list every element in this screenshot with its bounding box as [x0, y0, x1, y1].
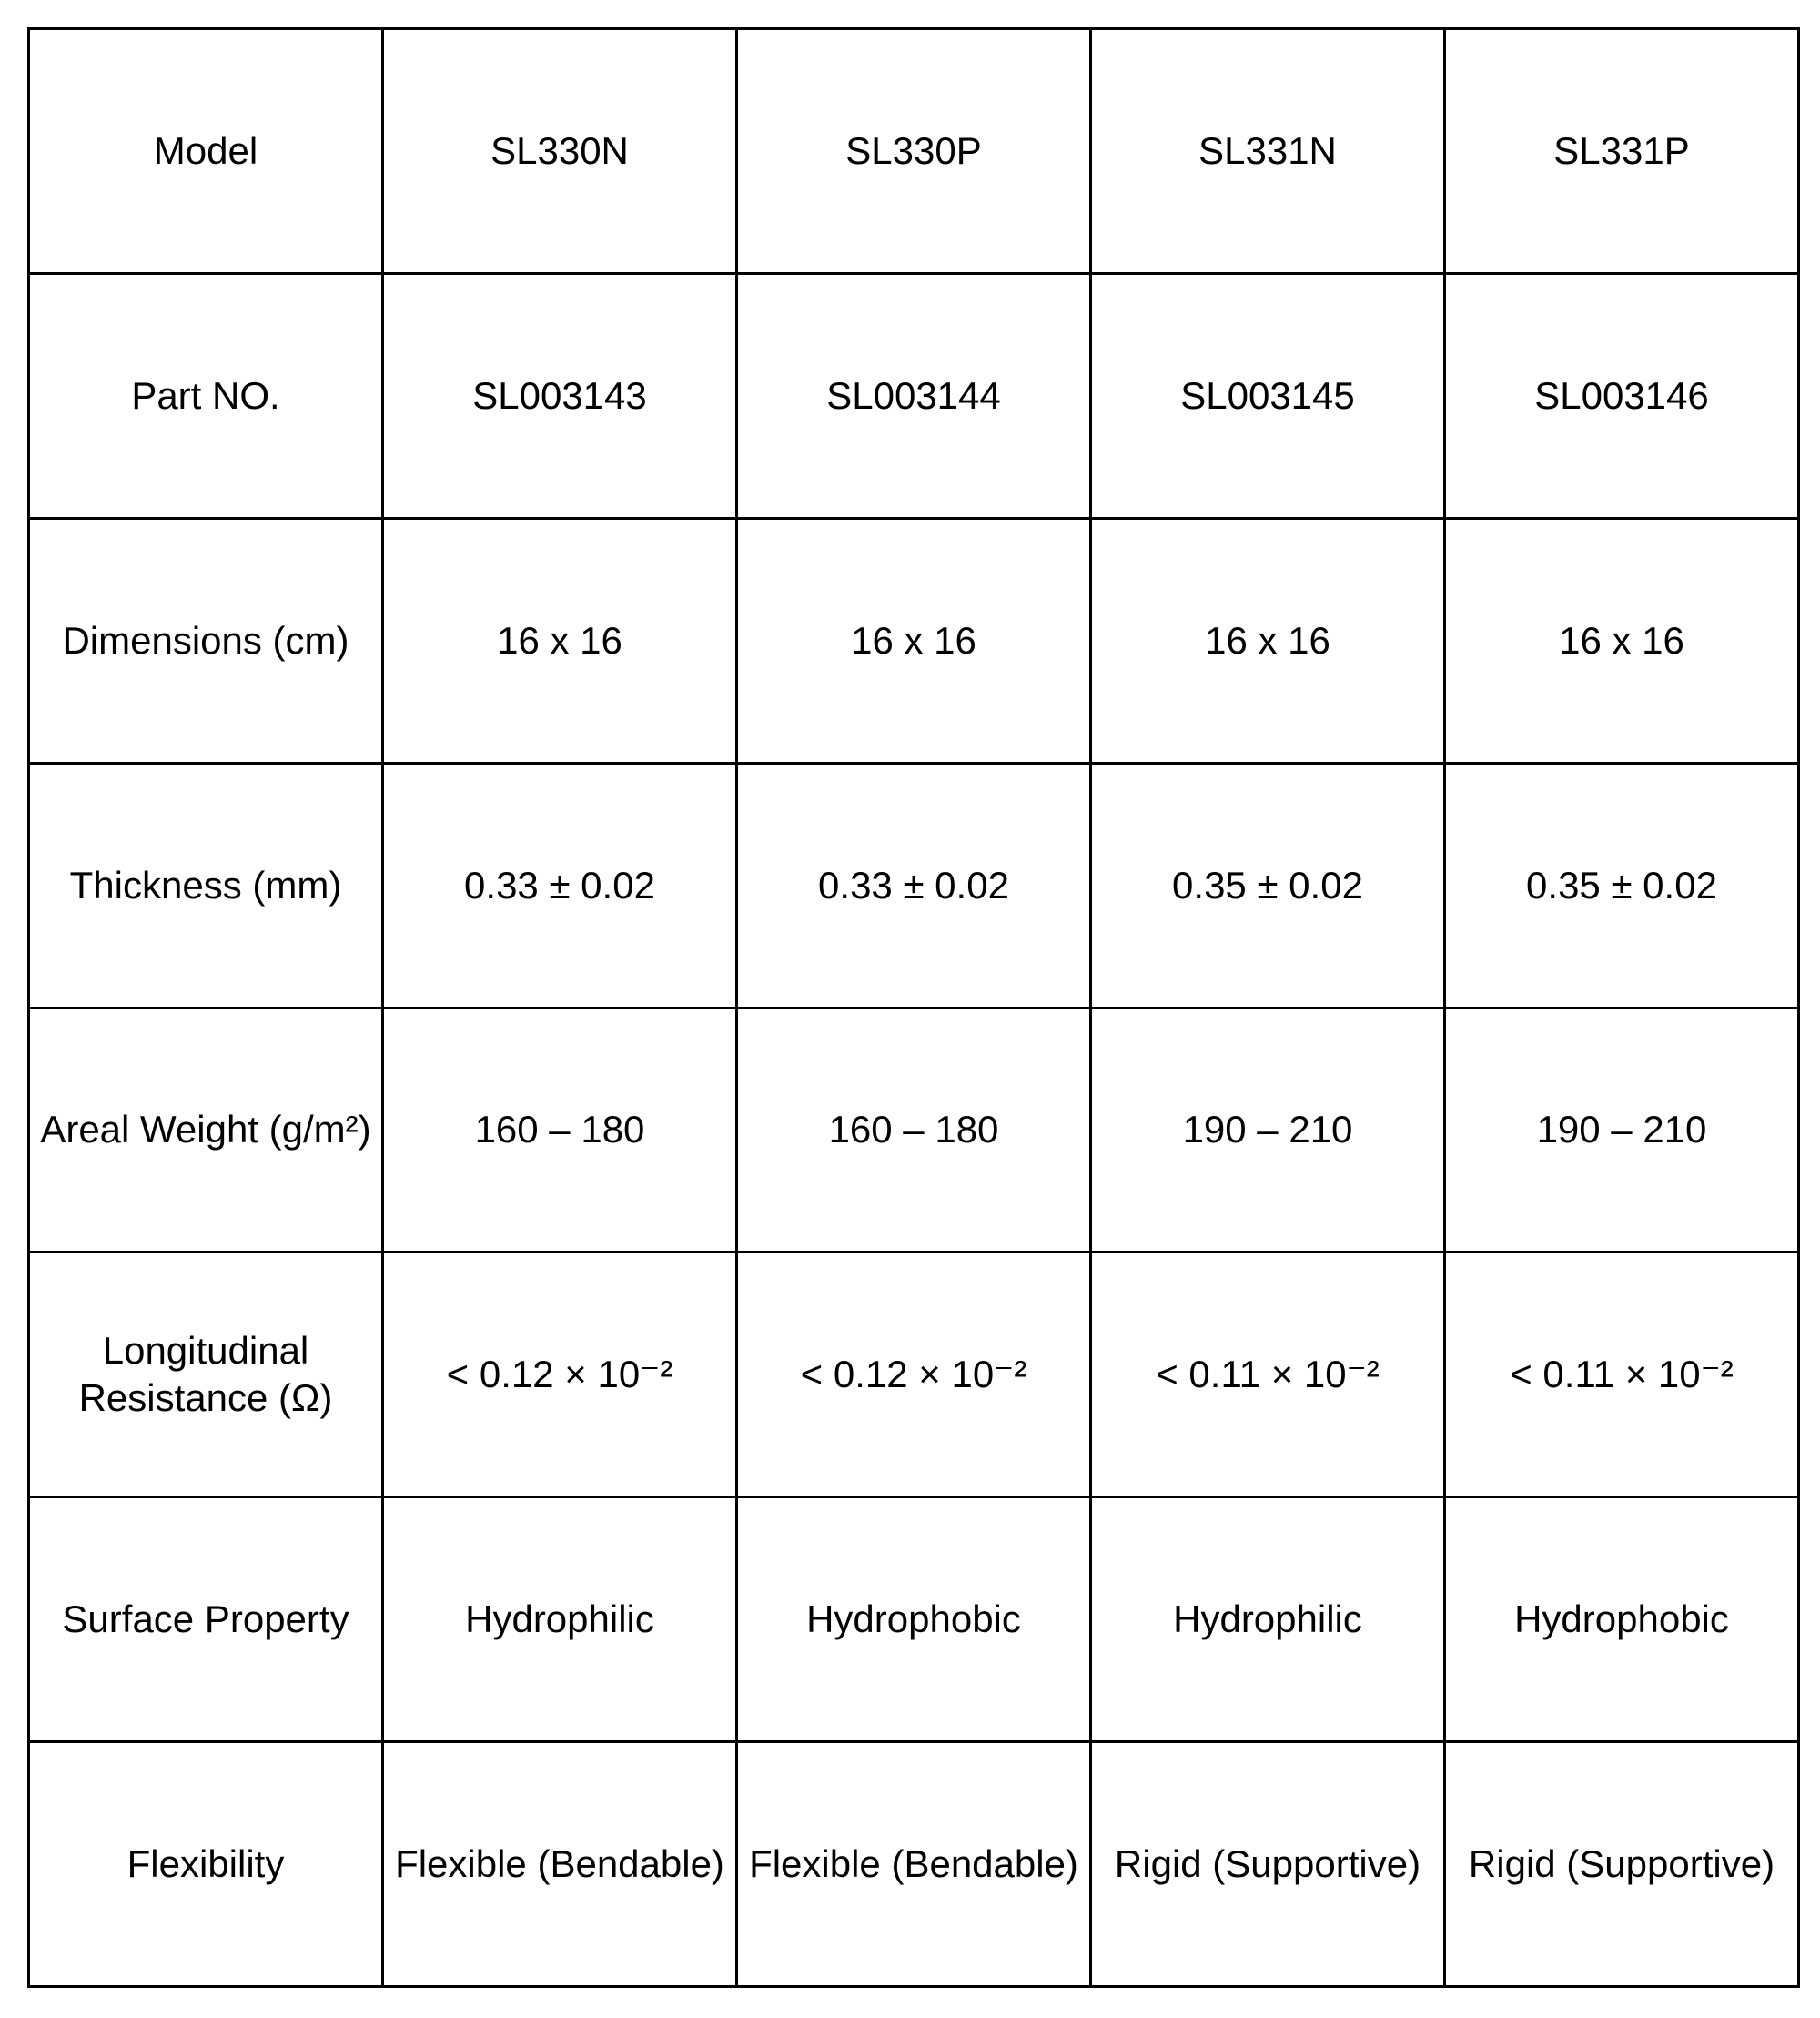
table-row-part-no [29, 273, 1799, 518]
table-cell: Flexible (Bendable) [383, 1742, 737, 1987]
table-row-areal-weight [29, 1008, 1799, 1252]
table-cell: < 0.12 × 10⁻² [383, 1252, 737, 1497]
table-cell: Hydrophobic [737, 1497, 1091, 1742]
table-cell: SL003145 [1091, 273, 1445, 518]
table-cell: SL331P [1445, 29, 1799, 274]
table-row-model [29, 29, 1799, 274]
table-cell: 0.33 ± 0.02 [737, 763, 1091, 1008]
table-cell: 0.33 ± 0.02 [383, 763, 737, 1008]
table-cell: < 0.12 × 10⁻² [737, 1252, 1091, 1497]
row-label-dimensions: Dimensions (cm) [29, 518, 383, 763]
row-label-part-no: Part NO. [29, 273, 383, 518]
table-cell: < 0.11 × 10⁻² [1091, 1252, 1445, 1497]
table-cell: 160 – 180 [383, 1008, 737, 1252]
spec-table [27, 27, 1800, 1988]
table-cell: 0.35 ± 0.02 [1091, 763, 1445, 1008]
table-cell: 16 x 16 [1091, 518, 1445, 763]
table-cell: Hydrophobic [1445, 1497, 1799, 1742]
table-cell: Hydrophilic [383, 1497, 737, 1742]
table-row-surface-property [29, 1497, 1799, 1742]
table-cell: Rigid (Supportive) [1091, 1742, 1445, 1987]
row-label-areal-weight: Areal Weight (g/m²) [29, 1008, 383, 1252]
table-cell: 16 x 16 [737, 518, 1091, 763]
table-cell: SL330P [737, 29, 1091, 274]
table-row-thickness [29, 763, 1799, 1008]
row-label-resistance: Longitudinal Resistance (Ω) [29, 1252, 383, 1497]
table-cell: 16 x 16 [1445, 518, 1799, 763]
table-cell: 0.35 ± 0.02 [1445, 763, 1799, 1008]
table-row-dimensions [29, 518, 1799, 763]
table-cell: SL330N [383, 29, 737, 274]
table-cell: 190 – 210 [1091, 1008, 1445, 1252]
table-cell: Flexible (Bendable) [737, 1742, 1091, 1987]
table-cell: SL331N [1091, 29, 1445, 274]
table-cell: Hydrophilic [1091, 1497, 1445, 1742]
table-cell: SL003146 [1445, 273, 1799, 518]
row-label-thickness: Thickness (mm) [29, 763, 383, 1008]
row-label-flexibility: Flexibility [29, 1742, 383, 1987]
table-cell: SL003144 [737, 273, 1091, 518]
table-cell: SL003143 [383, 273, 737, 518]
table-cell: 16 x 16 [383, 518, 737, 763]
table-cell: 190 – 210 [1445, 1008, 1799, 1252]
table-cell: 160 – 180 [737, 1008, 1091, 1252]
table-cell: < 0.11 × 10⁻² [1445, 1252, 1799, 1497]
table-cell: Rigid (Supportive) [1445, 1742, 1799, 1987]
row-label-model: Model [29, 29, 383, 274]
row-label-surface-property: Surface Property [29, 1497, 383, 1742]
table-row-flexibility [29, 1742, 1799, 1987]
table-row-resistance [29, 1252, 1799, 1497]
spec-table-body [29, 29, 1799, 1987]
